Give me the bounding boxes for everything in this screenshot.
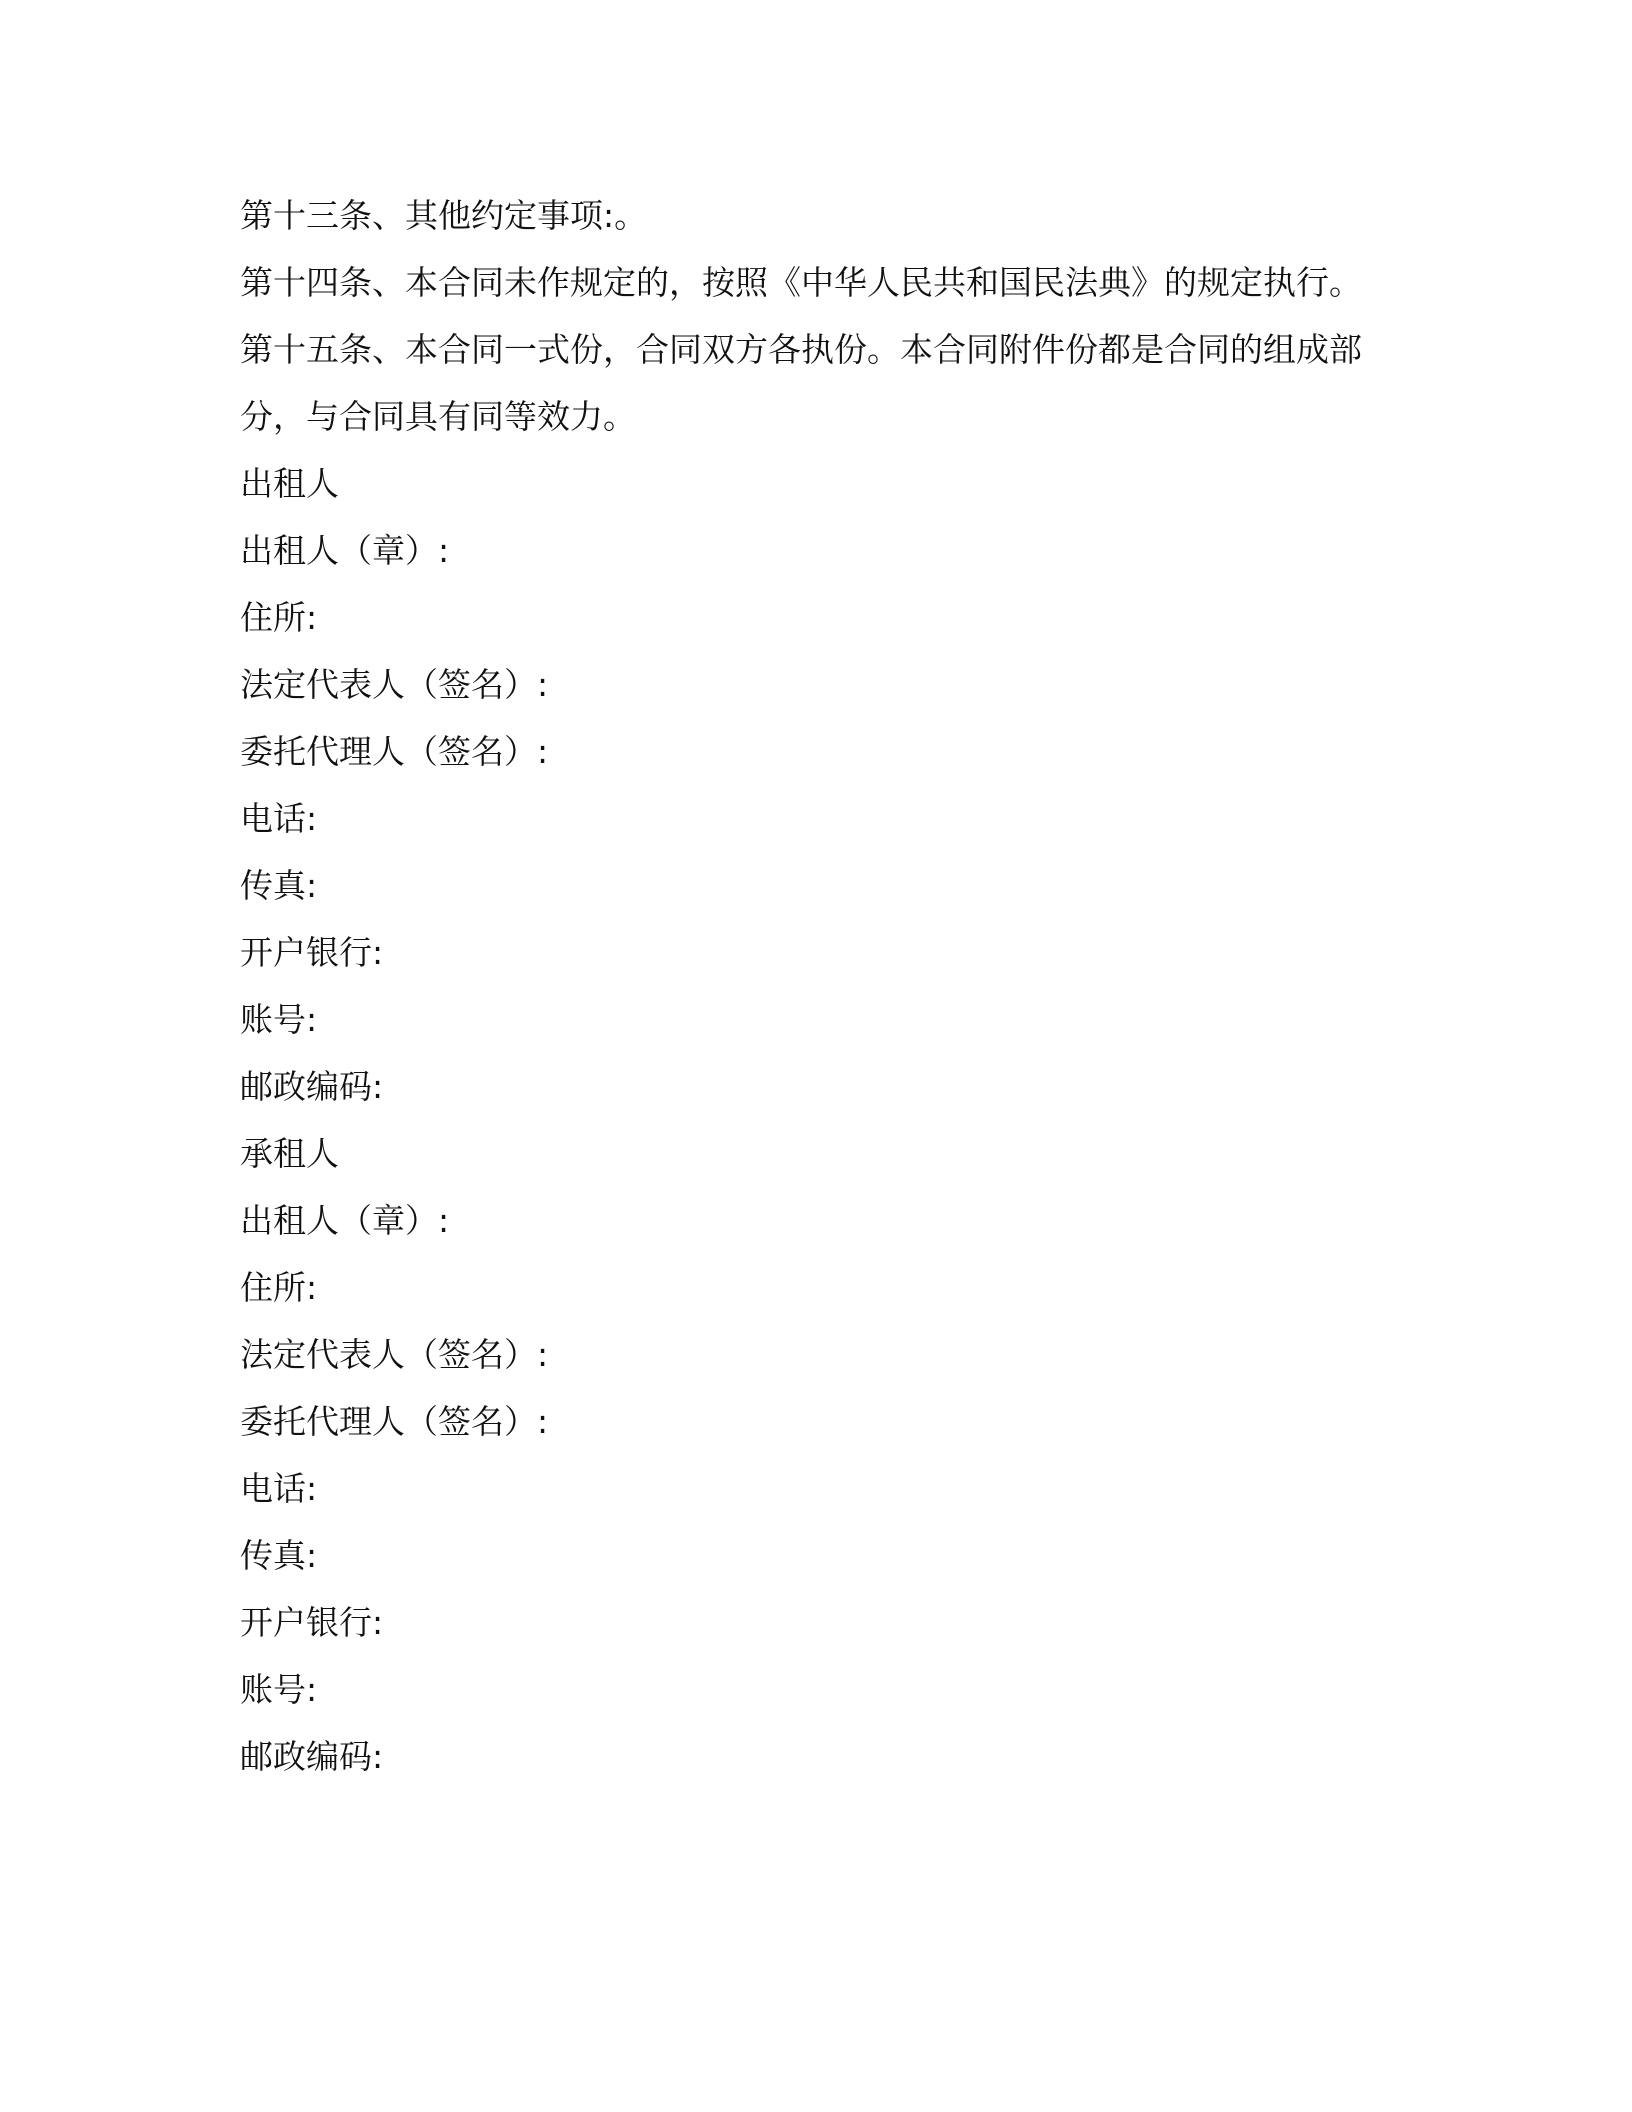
clause-14: 第十四条、本合同未作规定的，按照《中华人民共和国民法典》的规定执行。 (240, 263, 1362, 302)
document-body (240, 182, 1390, 1790)
lessee-phone-field: 电话: (240, 1469, 318, 1508)
lessee-bank-field: 开户银行: (240, 1603, 384, 1642)
lessor-legal-rep-field: 法定代表人（签名）: (240, 665, 549, 704)
lessee-postcode-field: 邮政编码: (240, 1737, 384, 1776)
lessee-signature-block (240, 1120, 1390, 1790)
lessor-fax-field: 传真: (240, 866, 318, 905)
lessee-agent-field: 委托代理人（签名）: (240, 1402, 549, 1441)
lessor-heading: 出租人 (240, 464, 339, 503)
lessor-postcode-field: 邮政编码: (240, 1067, 384, 1106)
clause-13: 第十三条、其他约定事项:。 (240, 196, 648, 235)
lessor-account-field: 账号: (240, 1000, 318, 1039)
lessee-address-field: 住所: (240, 1268, 318, 1307)
lessee-legal-rep-field: 法定代表人（签名）: (240, 1335, 549, 1374)
lessor-bank-field: 开户银行: (240, 933, 384, 972)
lessee-seal-field: 出租人（章）: (240, 1201, 450, 1240)
lessor-agent-field: 委托代理人（签名）: (240, 732, 549, 771)
lessee-account-field: 账号: (240, 1670, 318, 1709)
lessee-heading: 承租人 (240, 1134, 339, 1173)
clause-15: 第十五条、本合同一式份，合同双方各执份。本合同附件份都是合同的组成部分，与合同具有同等效力。 (240, 330, 1362, 436)
lessor-seal-field: 出租人（章）: (240, 531, 450, 570)
lessor-phone-field: 电话: (240, 799, 318, 838)
lessor-signature-block (240, 450, 1390, 1120)
lessee-fax-field: 传真: (240, 1536, 318, 1575)
lessor-address-field: 住所: (240, 598, 318, 637)
